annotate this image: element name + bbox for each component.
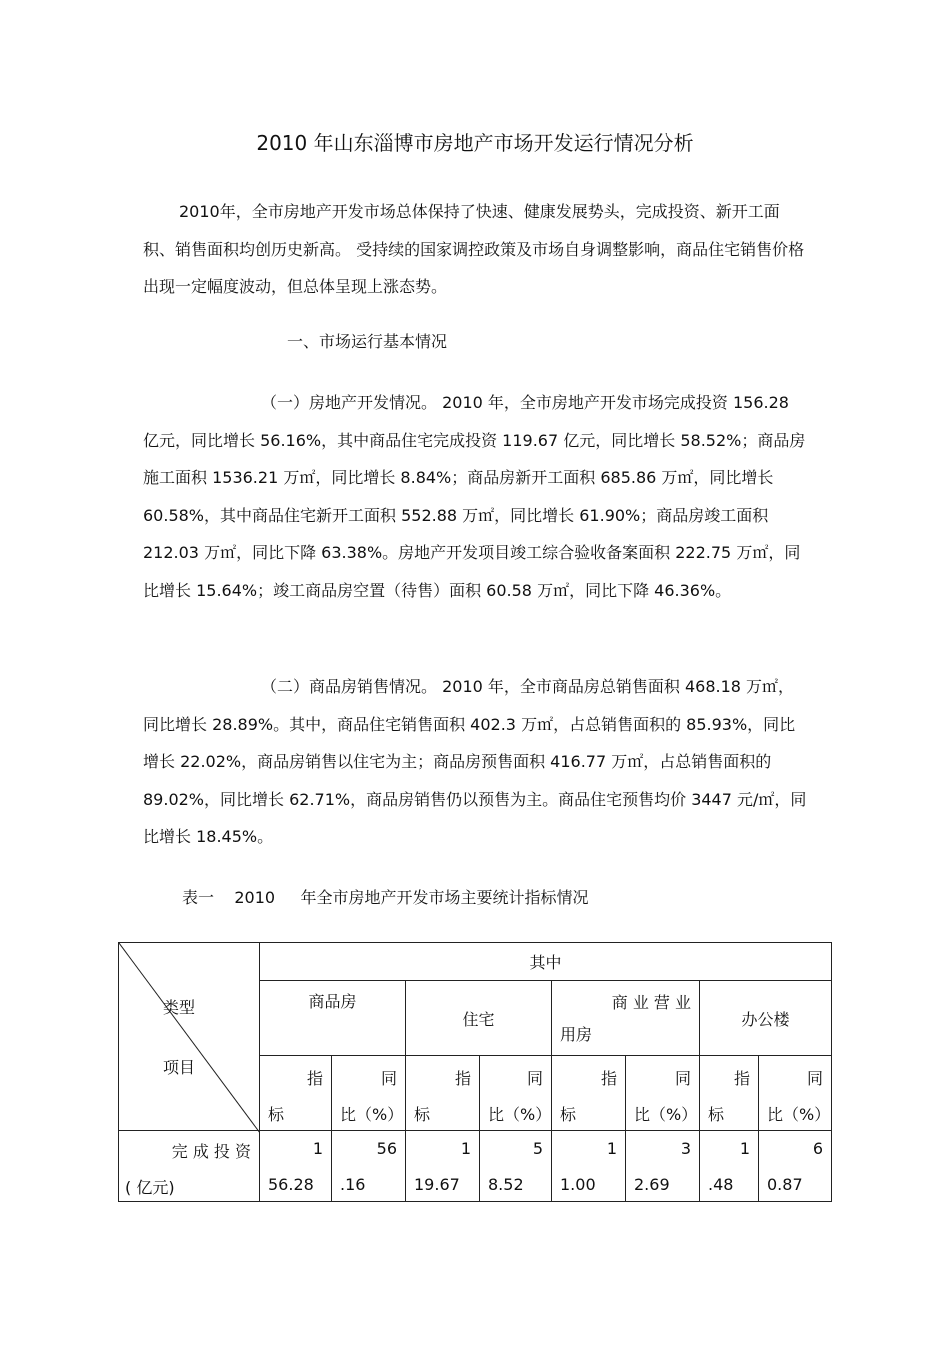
diagonal-header-cell <box>119 943 260 1131</box>
subheader-index-top: 指 <box>306 1069 323 1088</box>
subheader-yoy-top: 同 <box>526 1069 543 1088</box>
cell-bottom: 0.87 <box>767 1175 803 1194</box>
row-label-top: 完 成 投 资 <box>171 1142 251 1161</box>
header-business-line1: 商 业 营 业 <box>611 993 691 1012</box>
header-business-line2: 用房 <box>560 1025 593 1044</box>
development-paragraph: （一）房地产开发情况。 2010 年，全市房地产开发市场完成投资 156.28 亿元，同比增长 56.16%，其中商品住宅完成投资 119.67 亿元，同比增长 58.52%；商品房施工面积 1536.21 万㎡，同比增长 8.84%；商品房新开工面积 685.86 万㎡，同比增长 60.58%，其中商品住宅新开工面积 552.88 万㎡，同比增长 61.90%；商品房竣工面积 212.03 万㎡，同比下降 63.38%。房地产开发项目竣工综合验收备案面积 222.75 万㎡，同比增长 15.64%；竣工商品房空置（待售）面积 60.58 万㎡，同比下降 46.36%。 <box>143 393 806 600</box>
subheader-index-bottom: 标 <box>708 1105 725 1124</box>
subheader-index-top: 指 <box>600 1069 617 1088</box>
row-label-investment <box>119 1131 260 1202</box>
section-heading: 一、市场运行基本情况 <box>287 332 448 351</box>
cell-bottom: 2.69 <box>634 1175 670 1194</box>
subheader-yoy-bottom: 比（%） <box>340 1105 404 1124</box>
cell-bottom: 56.28 <box>268 1175 314 1194</box>
subheader-yoy-bottom: 比（%） <box>634 1105 698 1124</box>
cell-top: 56 <box>376 1139 397 1158</box>
subheader-index <box>260 1056 332 1131</box>
table-cell <box>480 1131 552 1202</box>
cell-top: 1 <box>739 1139 750 1158</box>
cell-bottom: 19.67 <box>414 1175 460 1194</box>
subheader-yoy-top: 同 <box>380 1069 397 1088</box>
table-cell <box>406 1131 480 1202</box>
header-office: 办公楼 <box>700 981 832 1056</box>
cell-top: 1 <box>460 1139 471 1158</box>
subheader-index-top: 指 <box>733 1069 750 1088</box>
header-commercial <box>260 981 406 1056</box>
document-title: 2010 年山东淄博市房地产市场开发运行情况分析 <box>256 131 694 155</box>
cell-bottom: .48 <box>708 1175 734 1194</box>
table-caption: 表一 2010 年全市房地产开发市场主要统计指标情况 <box>182 888 589 907</box>
header-item-label: 项目 <box>163 1058 196 1077</box>
cell-top: 6 <box>812 1139 824 1158</box>
intro-paragraph: 2010年，全市房地产开发市场总体保持了快速、健康发展势头，完成投资、新开工面积、销售面积均创历史新高。 受持续的国家调控政策及市场自身调整影响，商品住宅销售价格出现一定幅度波动，但总体呈现上涨态势。 <box>143 202 805 296</box>
subheader-index <box>552 1056 626 1131</box>
table-cell <box>332 1131 406 1202</box>
subheader-index <box>700 1056 759 1131</box>
cell-bottom: .16 <box>340 1175 366 1194</box>
cell-top: 1 <box>312 1139 323 1158</box>
statistics-table <box>118 942 832 1202</box>
subheader-yoy <box>626 1056 700 1131</box>
subheader-index-bottom: 标 <box>268 1105 285 1124</box>
table-cell <box>759 1131 832 1202</box>
subheader-yoy <box>480 1056 552 1131</box>
subheader-yoy-bottom: 比（%） <box>767 1105 831 1124</box>
table-cell <box>700 1131 759 1202</box>
subheader-yoy <box>759 1056 832 1131</box>
table-cell <box>552 1131 626 1202</box>
header-of-which: 其中 <box>260 943 832 981</box>
cell-bottom: 8.52 <box>488 1175 524 1194</box>
header-type-label: 类型 <box>163 998 196 1017</box>
header-business <box>552 981 700 1056</box>
header-commercial-label: 商品房 <box>308 992 357 1011</box>
table-cell <box>260 1131 332 1202</box>
header-residential: 住宅 <box>406 981 552 1056</box>
subheader-yoy-top: 同 <box>674 1069 691 1088</box>
subheader-yoy-bottom: 比（%） <box>488 1105 552 1124</box>
cell-bottom: 1.00 <box>560 1175 596 1194</box>
subheader-index-bottom: 标 <box>560 1105 577 1124</box>
subheader-index-bottom: 标 <box>414 1105 431 1124</box>
diagonal-line <box>119 943 260 1133</box>
subheader-index <box>406 1056 480 1131</box>
subheader-index-top: 指 <box>454 1069 471 1088</box>
subheader-yoy <box>332 1056 406 1131</box>
row-label-bottom: ( 亿元) <box>125 1178 175 1197</box>
sales-paragraph: （二）商品房销售情况。 2010 年，全市商品房总销售面积 468.18 万㎡，同比增长 28.89%。其中，商品住宅销售面积 402.3 万㎡，占总销售面积的 85.93%，同比增长 22.02%，商品房销售以住宅为主；商品房预售面积 416.77 万㎡，占总销售面积的 89.02%，同比增长 62.71%，商品房销售仍以预售为主。商品住宅预售均价 3447 元/㎡，同比增长 18.45%。 <box>143 677 807 846</box>
table-cell <box>626 1131 700 1202</box>
cell-top: 1 <box>606 1139 617 1158</box>
cell-top: 3 <box>680 1139 691 1158</box>
cell-top: 5 <box>532 1139 543 1158</box>
subheader-yoy-top: 同 <box>807 1069 824 1088</box>
